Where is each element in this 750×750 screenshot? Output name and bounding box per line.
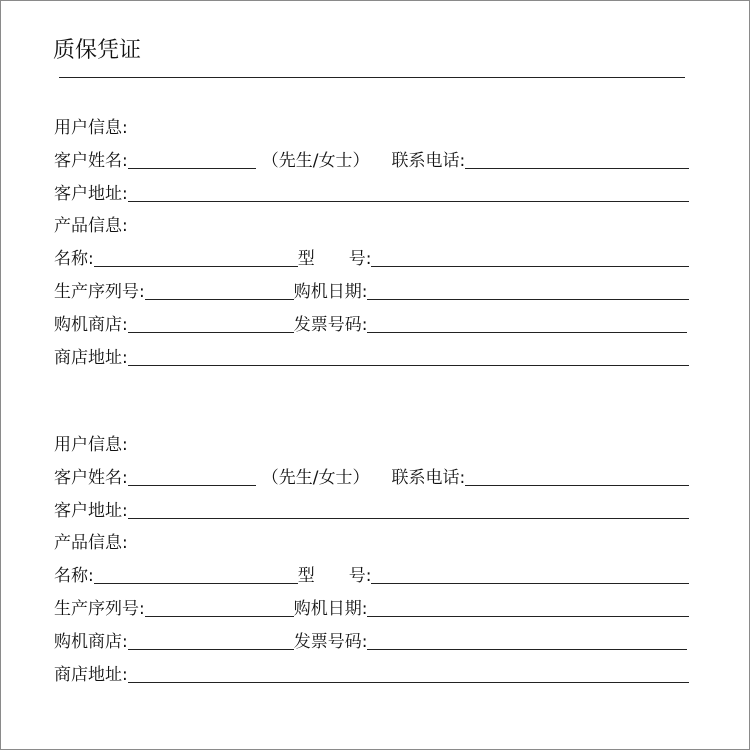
customer-address-label: 客户地址: [54, 501, 128, 521]
phone-label: 联系电话: [391, 151, 466, 171]
customer-address-label: 客户地址: [54, 184, 128, 204]
title-divider [59, 77, 685, 78]
user-info-heading [54, 115, 689, 139]
customer-address-field[interactable] [128, 518, 689, 519]
product-info-label: 产品信息: [54, 533, 128, 553]
serial-row [54, 596, 689, 620]
purchase-date-label: 购机日期: [293, 282, 368, 302]
invoice-label: 发票号码: [293, 315, 368, 335]
product-info-label: 产品信息: [54, 216, 128, 236]
honorific-label: （先生/女士） [261, 468, 370, 488]
product-name-label: 名称: [54, 249, 94, 269]
serial-field[interactable] [145, 616, 294, 617]
phone-field[interactable] [465, 485, 689, 486]
invoice-label: 发票号码: [293, 632, 368, 652]
purchase-date-label: 购机日期: [293, 599, 368, 619]
product-name-field[interactable] [94, 266, 298, 267]
customer-name-field[interactable] [128, 168, 256, 169]
store-label: 购机商店: [54, 632, 128, 652]
customer-name-label: 客户姓名: [54, 468, 128, 488]
model-label-a: 型 [297, 566, 315, 586]
phone-field[interactable] [465, 168, 689, 169]
store-address-row [54, 345, 689, 369]
customer-address-row [54, 181, 689, 205]
serial-label: 生产序列号: [54, 599, 145, 619]
customer-name-field[interactable] [128, 485, 256, 486]
user-info-heading [54, 432, 689, 456]
customer-address-field[interactable] [128, 201, 689, 202]
serial-label: 生产序列号: [54, 282, 145, 302]
store-field[interactable] [128, 332, 294, 333]
invoice-field[interactable] [367, 332, 687, 333]
customer-name-row [54, 148, 689, 172]
store-label: 购机商店: [54, 315, 128, 335]
product-name-row [54, 563, 689, 587]
customer-address-row [54, 498, 689, 522]
purchase-date-field[interactable] [367, 299, 689, 300]
store-address-label: 商店地址: [54, 348, 128, 368]
store-address-row [54, 662, 689, 686]
serial-row [54, 279, 689, 303]
serial-field[interactable] [145, 299, 294, 300]
product-info-heading [54, 530, 689, 554]
product-name-row [54, 246, 689, 270]
store-address-field[interactable] [128, 682, 689, 683]
user-info-label: 用户信息: [54, 435, 128, 455]
store-address-label: 商店地址: [54, 665, 128, 685]
model-label-a: 型 [297, 249, 315, 269]
user-info-label: 用户信息: [54, 118, 128, 138]
phone-label: 联系电话: [391, 468, 466, 488]
model-field[interactable] [371, 583, 689, 584]
model-label-b: 号: [348, 566, 372, 586]
store-row [54, 312, 689, 336]
store-field[interactable] [128, 649, 294, 650]
page-title: 质保凭证 [53, 38, 142, 63]
purchase-date-field[interactable] [367, 616, 689, 617]
honorific-label: （先生/女士） [261, 151, 370, 171]
model-field[interactable] [371, 266, 689, 267]
product-name-field[interactable] [94, 583, 298, 584]
customer-name-label: 客户姓名: [54, 151, 128, 171]
invoice-field[interactable] [367, 649, 687, 650]
product-info-heading [54, 213, 689, 237]
store-address-field[interactable] [128, 365, 689, 366]
product-name-label: 名称: [54, 566, 94, 586]
store-row [54, 629, 689, 653]
model-label-b: 号: [348, 249, 372, 269]
customer-name-row [54, 465, 689, 489]
